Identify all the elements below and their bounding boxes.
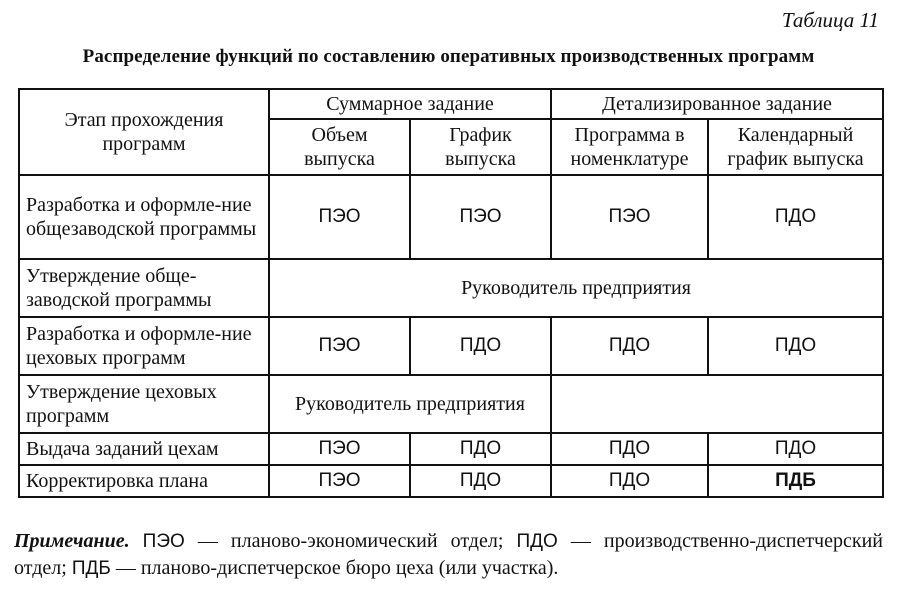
note-label: Примечание. [14,530,130,552]
table-row [19,259,883,317]
cell-value: ПДО [551,465,708,497]
header-col-calendar: Календарный график выпуска [708,119,883,175]
header-group-detailed: Детализированное задание [551,89,883,119]
cell-value: ПДО [551,433,708,465]
cell-value: ПЭО [410,175,551,259]
table-note [14,528,883,582]
cell-value: ПДО [708,175,883,259]
note-text: — производственно-диспетчерский отдел; [14,530,883,579]
note-text: — планово-диспетчерское бюро цеха (или участка). [110,557,559,579]
header-col-volume: Объем выпуска [269,119,410,175]
cell-value: ПДБ [708,465,883,497]
cell-value: ПДО [708,317,883,375]
header-col-schedule: График выпуска [410,119,551,175]
functions-table [18,88,884,498]
row-stage: Утверждение обще-заводской программы [19,259,269,317]
table-row [19,465,883,497]
table-row [19,433,883,465]
note-abbr: ПДО [516,531,558,552]
table-row [19,375,883,433]
cell-span: Руководитель предприятия [269,259,883,317]
row-stage: Выдача заданий цехам [19,433,269,465]
cell-value: ПДО [410,317,551,375]
note-abbr: ПДБ [71,558,111,579]
row-stage: Разработка и оформле-ние цеховых программ [19,317,269,375]
table-title: Распределение функций по составлению оперативных производственных программ [82,46,815,67]
cell-value: ПДО [410,433,551,465]
header-stage: Этап прохождения программ [19,89,269,175]
row-stage: Разработка и оформле-ние общезаводской программы [19,175,269,259]
table-number-label: Таблица 11 [781,8,879,32]
row-stage: Корректировка плана [19,465,269,497]
header-row-groups [19,89,883,119]
table-row [19,175,883,259]
cell-value: ПЭО [551,175,708,259]
header-group-summary: Суммарное задание [269,89,551,119]
cell-value: ПЭО [269,175,410,259]
cell-value: ПЭО [269,465,410,497]
row-stage: Утверждение цеховых программ [19,375,269,433]
note-text: — планово-экономический отдел; [184,530,517,552]
cell-value: ПДО [708,433,883,465]
cell-value: ПЭО [269,433,410,465]
cell-empty [551,375,883,433]
cell-value: ПДО [551,317,708,375]
table-row [19,317,883,375]
header-col-nomenclature: Программа в номенклатуре [551,119,708,175]
cell-value: ПЭО [269,317,410,375]
note-abbr: ПЭО [142,531,185,552]
cell-span: Руководитель предприятия [269,375,551,433]
cell-value: ПДО [410,465,551,497]
